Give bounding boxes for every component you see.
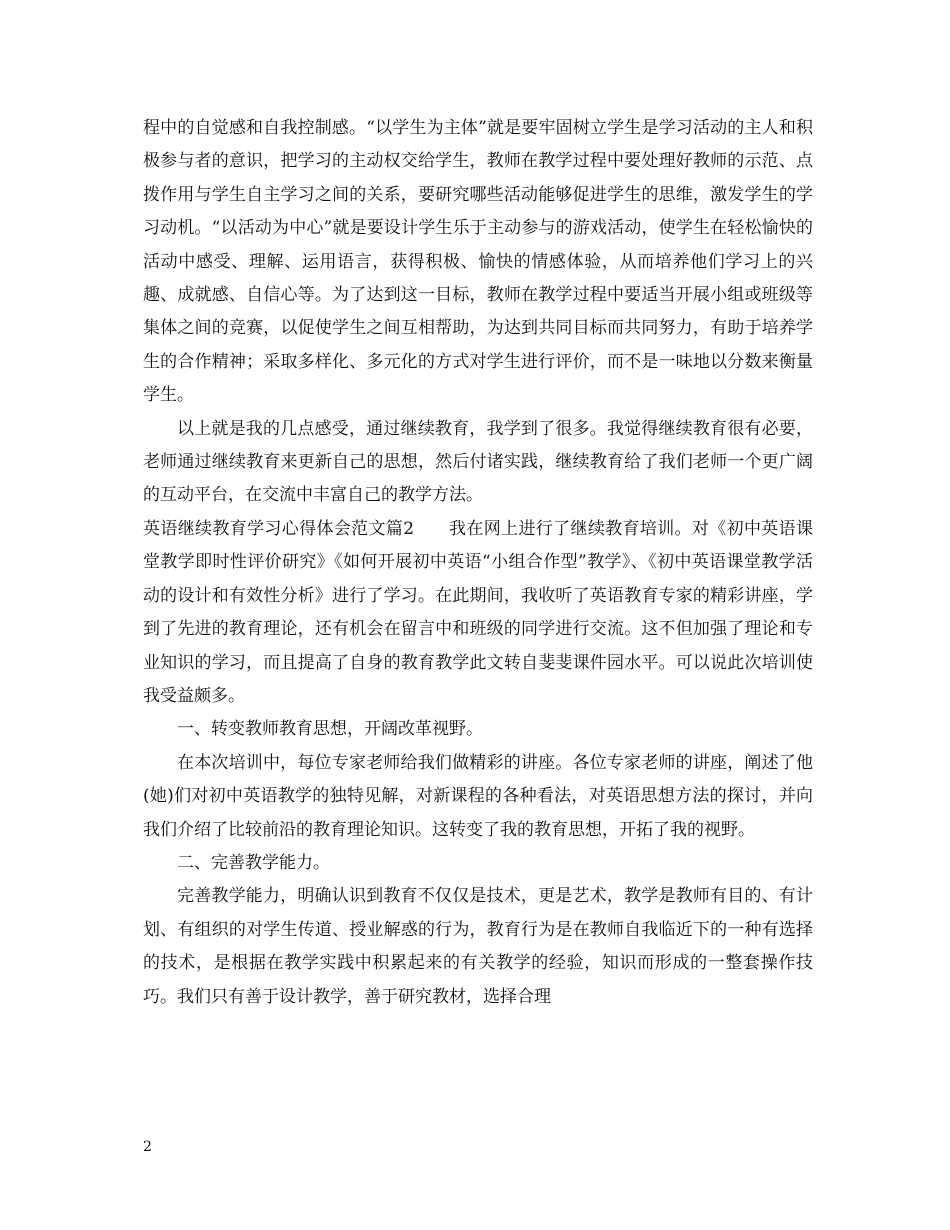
paragraph-continuation: 程中的自觉感和自我控制感。“以学生为主体”就是要牢固树立学生是学习活动的主人和积极参与者的意识，把学习的主动权交给学生，教师在教学过程中要处理好教师的示范、点拨作用与学生自主学习之间的关系，要研究哪些活动能够促进学生的思维，激发学生的学习动机。“以活动为中心”就是要设计学生乐于主动参与的游戏活动，使学生在轻松愉快的活动中感受、理解、运用语言，获得积极、愉快的情感体验，从而培养他们学习上的兴趣、成就感、自信心等。为了达到这一目标，教师在教学过程中要适当开展小组或班级等集体之间的竞赛，以促使学生之间互相帮助，为达到共同目标而共同努力，有助于培养学生的合作精神；采取多样化、多元化的方式对学生进行评价，而不是一味地以分数来衡量学生。 (143, 118, 813, 406)
paragraph-section-2: 完善教学能力，明确认识到教育不仅仅是技术，更是艺术，教学是教师有目的、有计划、有组织的对学生传道、授业解惑的行为，教育行为是在教师自我临近下的一种有选择的技术，是根据在教学实践中积累起来的有关教学的经验，知识而形成的一整套操作技巧。我们只有善于设计教学，善于研究教材，选择合理 (143, 886, 813, 1007)
document-body (143, 112, 813, 1014)
section-heading-2: 二、完善教学能力。 (177, 852, 330, 873)
page-number: 2 (143, 1139, 152, 1155)
paragraph-summary: 以上就是我的几点感受，通过继续教育，我学到了很多。我觉得继续教育很有必要，老师通过继续教育来更新自己的思想，然后付诸实践，继续教育给了我们老师一个更广阔的互动平台，在交流中丰富自己的教学方法。 (143, 418, 813, 506)
paragraph-section-1: 在本次培训中，每位专家老师给我们做精彩的讲座。各位专家老师的讲座，阐述了他(她)们对初中英语教学的独特见解，对新课程的各种看法，对英语思想方法的探讨，并向我们介绍了比较前沿的教育理论知识。这转变了我的教育思想，开拓了我的视野。 (143, 752, 813, 840)
section-heading-1: 一、转变教师教育思想，开阔改革视野。 (177, 719, 483, 740)
paragraph-article-2-intro: 英语继续教育学习心得体会范文篇2 我在网上进行了继续教育培训。对《初中英语课堂教学即时性评价研究》《如何开展初中英语“小组合作型”教学》、《初中英语课堂教学活动的设计和有效性分析》进行了学习。在此期间，我收听了英语教育专家的精彩讲座，学到了先进的教育理论，还有机会在留言中和班级的同学进行交流。这不但加强了理论和专业知识的学习，而且提高了自身的教育教学此文转自斐斐课件园水平。可以说此次培训使我受益颇多。 (143, 518, 813, 706)
